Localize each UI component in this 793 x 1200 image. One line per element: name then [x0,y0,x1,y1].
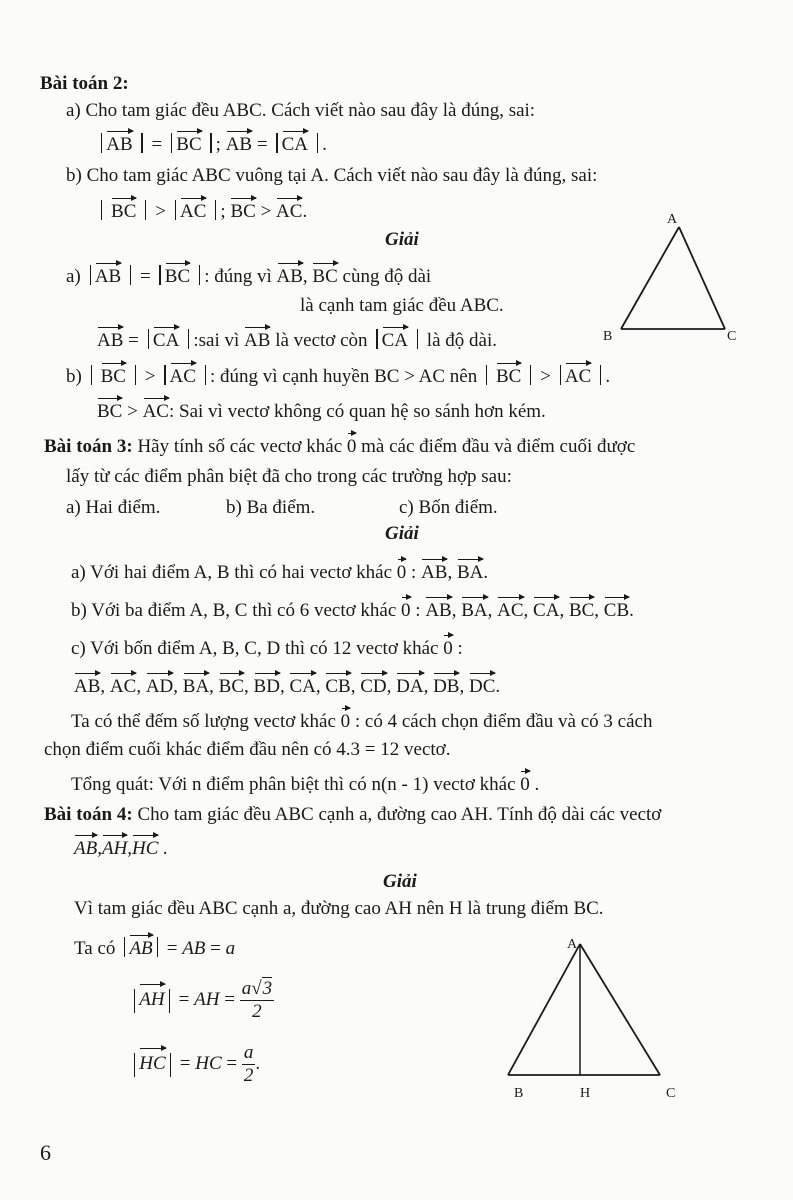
vertex2-label-c: C [666,1086,676,1101]
solution-2b-line2: BC > AC: Sai vì vectơ không có quan hệ so sánh hơn kém. [97,397,546,424]
solution-2a2-reason2: là vectơ còn [275,330,368,351]
solution-3-general: Tổng quát: Với n điểm phân biệt thì có n(n - 1) vectơ khác 0 . [71,770,539,797]
formula-ab-length: Ta có AB = AB = a [74,934,235,961]
triangle2-side-ac [580,944,660,1075]
solution-2b2-reason: : Sai vì vectơ không có quan hệ so sánh hơn kém. [168,401,546,422]
problem-3-option-b: b) Ba điểm. [226,497,316,518]
page-number: 6 [40,1140,51,1165]
problem-2-title: Bài toán 2: [40,73,129,94]
solution-3a: a) Với hai điểm A, B thì có hai vectơ khác 0 : AB, BA. [71,558,488,585]
formula-hc-length: HC = HC = $\frac{a}{2}$ . [130,1042,260,1087]
vertex-label-b: B [603,329,613,344]
formula-2b: BC > AC ; BC > AC. [97,197,307,224]
solution-heading-2: Giải [385,229,419,250]
problem-2b-text: b) Cho tam giác ABC vuông tại A. Cách viết nào sau đây là đúng, sai: [66,165,598,186]
formula-ah-length: AH = AH = $\frac{a√3}{2}$ [130,978,274,1023]
solution-heading-4: Giải [383,871,417,892]
problem-3-line1: Bài toán 3: Hãy tính số các vectơ khác 0 mà các điểm đầu và điểm cuối được [44,432,635,459]
figure-triangle-with-altitude [500,930,700,1105]
vertex-label-c: C [727,329,737,344]
problem-4-line1: Bài toán 4: Cho tam giác đều ABC cạnh a, đường cao AH. Tính độ dài các vectơ [44,804,662,825]
formula-2a: AB = BC ; AB = CA . [97,130,327,157]
problem-4-vectors: AB,AH,HC . [74,834,168,861]
figure-equilateral-triangle [595,205,745,347]
solution-4-line1: Vì tam giác đều ABC cạnh a, đường cao AH nên H là trung điểm BC. [74,898,604,919]
solution-3b: b) Với ba điểm A, B, C thì có 6 vectơ khác 0 : AB, BA, AC, CA, BC, CB. [71,596,634,623]
vertex2-label-a: A [567,937,578,952]
problem-2a-text: a) Cho tam giác đều ABC. Cách viết nào sau đây là đúng, sai: [66,100,536,121]
vertex-label-a: A [667,212,678,227]
solution-3-count-line1: Ta có thể đếm số lượng vectơ khác 0 : có 4 cách chọn điểm đầu và có 3 cách [71,707,652,734]
solution-3c-vector-list: AB, AC, AD, BA, BC, BD, CA, CB, CD, DA, DB, DC. [74,672,500,699]
solution-3c: c) Với bốn điểm A, B, C, D thì có 12 vectơ khác 0 : [71,634,463,661]
triangle-side-ab [621,227,679,329]
solution-2a-reason: : đúng vì [204,266,272,287]
problem-3-option-a: a) Hai điểm. [66,497,161,518]
solution-2a-line3: AB = CA :sai vì AB là vectơ còn CA là độ dài. [97,326,497,353]
vertex2-label-b: B [514,1086,524,1101]
solution-2a-reason2: cùng độ dài [342,266,432,287]
triangle-side-ac [679,227,725,329]
problem-4-title: Bài toán 4: [44,804,133,825]
solution-2b-line1: b) BC > AC : đúng vì cạnh huyền BC > AC nên BC > AC . [66,362,610,389]
solution-2a-line2: là cạnh tam giác đều ABC. [300,295,504,316]
vertex2-label-h: H [580,1086,591,1101]
solution-2a-line1: a) AB = BC : đúng vì AB, BC cùng độ dài [66,262,431,289]
triangle2-side-ab [508,944,580,1075]
solution-2b-reason: : đúng vì cạnh huyền BC > AC nên [210,366,478,387]
solution-2a2-reason3: là độ dài. [426,330,497,351]
solution-2a2-reason: :sai vì [193,330,240,351]
solution-heading-3: Giải [385,523,419,544]
problem-3-option-c: c) Bốn điểm. [399,497,498,518]
problem-3-line2: lấy từ các điểm phân biệt đã cho trong các trường hợp sau: [66,466,512,487]
solution-3-count-line2: chọn điểm cuối khác điểm đầu nên có 4.3 = 12 vectơ. [44,739,451,760]
problem-3-title: Bài toán 3: [44,436,133,457]
